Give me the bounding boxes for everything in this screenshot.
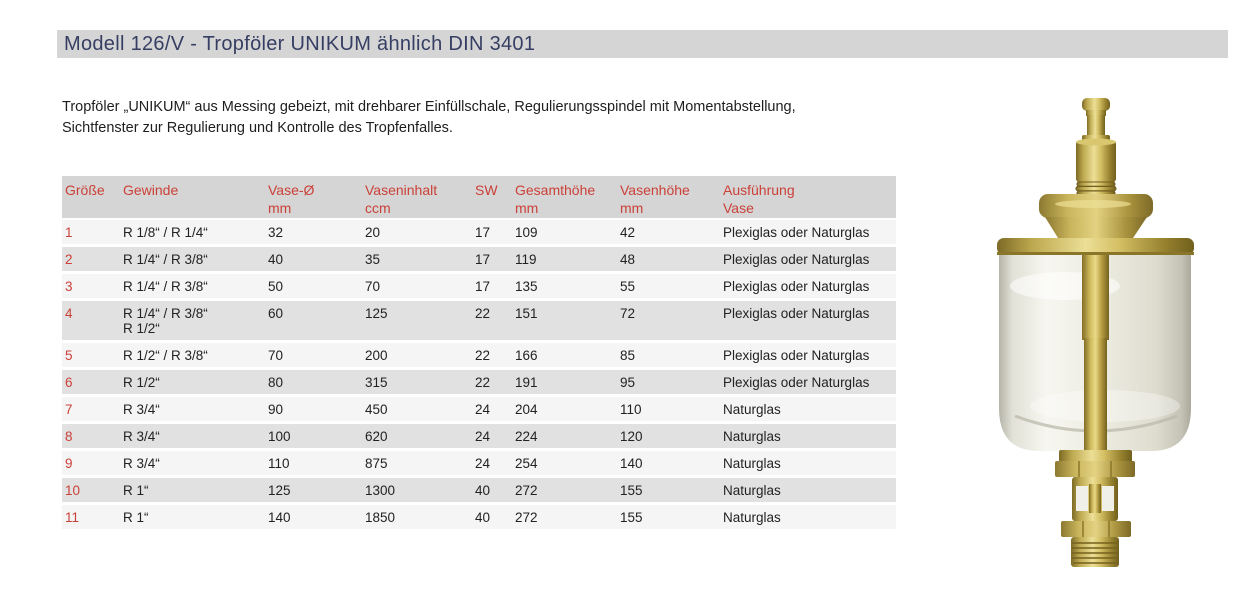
cell-vasenhoehe: 85: [620, 348, 636, 363]
cell-vase-d: 125: [268, 483, 291, 498]
table-row: [62, 478, 896, 502]
cell-groesse: 3: [65, 279, 73, 294]
cell-ausfuehrung: Plexiglas oder Naturglas: [723, 348, 870, 363]
cell-sw: 24: [475, 402, 491, 417]
cell-gesamthoehe: 272: [515, 483, 538, 498]
cell-ausfuehrung: Naturglas: [723, 402, 781, 417]
gewinde-line1: R 1/4“ / R 3/8“: [123, 252, 208, 267]
cell-vasenhoehe: 155: [620, 510, 643, 525]
cell-vasenhoehe: 55: [620, 279, 636, 294]
cell-vasenhoehe: 120: [620, 429, 643, 444]
product-photo: [955, 86, 1243, 586]
cell-vaseninhalt: 450: [365, 402, 388, 417]
col-header-groesse: Größe: [65, 182, 105, 198]
cell-groesse: 10: [65, 483, 81, 498]
cell-gesamthoehe: 204: [515, 402, 538, 417]
cell-vasenhoehe: 48: [620, 252, 636, 267]
cell-gewinde: [123, 483, 268, 498]
col-header-vasenhoehe: Vasenhöhe mm: [620, 182, 690, 216]
cell-vase-d: 80: [268, 375, 284, 390]
cell-vase-d: 110: [268, 456, 290, 471]
cell-vaseninhalt: 20: [365, 225, 381, 240]
cell-vaseninhalt: 315: [365, 375, 388, 390]
cell-sw: 24: [475, 429, 491, 444]
drip-oiler-illustration: [955, 86, 1243, 586]
cell-gesamthoehe: 166: [515, 348, 538, 363]
description-line-1: Tropföler „UNIKUM“ aus Messing gebeizt, mit drehbarer Einfüllschale, Regulierungsspindel mit Momentabstellung,: [62, 99, 796, 115]
gewinde-line1: R 1“: [123, 510, 149, 525]
cell-ausfuehrung: Plexiglas oder Naturglas: [723, 306, 870, 321]
table-row: [62, 370, 896, 394]
table-row: [62, 301, 896, 340]
cell-sw: 40: [475, 510, 491, 525]
gewinde-line2: R 1/2“: [123, 321, 160, 336]
col-header-ausfuehrung: Ausführung Vase: [723, 182, 795, 216]
cell-vaseninhalt: 620: [365, 429, 388, 444]
table-body: [62, 220, 896, 529]
gewinde-line1: R 1/4“ / R 3/8“: [123, 306, 208, 321]
cell-vase-d: 100: [268, 429, 291, 444]
description-line-2: Sichtfenster zur Regulierung und Kontrolle des Tropfenfalles.: [62, 120, 453, 136]
cell-vase-d: 60: [268, 306, 284, 321]
cell-gesamthoehe: 109: [515, 225, 538, 240]
cell-gesamthoehe: 254: [515, 456, 538, 471]
cell-vaseninhalt: 1300: [365, 483, 396, 498]
cell-gesamthoehe: 151: [515, 306, 538, 321]
cell-ausfuehrung: Naturglas: [723, 456, 781, 471]
gewinde-line1: R 1/8“ / R 1/4“: [123, 225, 208, 240]
cell-gesamthoehe: 135: [515, 279, 538, 294]
cell-vase-d: 32: [268, 225, 284, 240]
cell-vase-d: 90: [268, 402, 284, 417]
cell-sw: 22: [475, 348, 491, 363]
cell-gewinde: [123, 252, 268, 267]
col-header-gewinde: Gewinde: [123, 182, 179, 198]
cell-gewinde: [123, 402, 268, 417]
table-row: [62, 247, 896, 271]
table-row: [62, 220, 896, 244]
cell-ausfuehrung: Naturglas: [723, 429, 781, 444]
cell-groesse: 4: [65, 306, 73, 321]
cell-groesse: 6: [65, 375, 73, 390]
cell-vasenhoehe: 110: [620, 402, 642, 417]
product-description: [62, 97, 932, 139]
cell-vasenhoehe: 95: [620, 375, 636, 390]
cell-vaseninhalt: 35: [365, 252, 381, 267]
table-row: [62, 505, 896, 529]
cell-gewinde: [123, 429, 268, 444]
cell-ausfuehrung: Naturglas: [723, 483, 781, 498]
col-header-vaseninhalt: Vaseninhalt ccm: [365, 182, 438, 216]
gewinde-line1: R 3/4“: [123, 456, 160, 471]
cell-gewinde: [123, 510, 268, 525]
page-title: [57, 30, 1228, 58]
cell-gewinde: [123, 306, 268, 336]
cell-gewinde: [123, 375, 268, 390]
cell-gewinde: [123, 456, 268, 471]
cell-sw: 17: [475, 252, 491, 267]
cell-vase-d: 70: [268, 348, 284, 363]
gewinde-line1: R 1“: [123, 483, 149, 498]
cell-sw: 24: [475, 456, 491, 471]
col-header-gesamthoehe: Gesamthöhe mm: [515, 182, 596, 216]
table-row: [62, 274, 896, 298]
table-row: [62, 397, 896, 421]
cell-gesamthoehe: 224: [515, 429, 538, 444]
cell-vasenhoehe: 140: [620, 456, 643, 471]
cell-vaseninhalt: 70: [365, 279, 381, 294]
cell-groesse: 1: [65, 225, 73, 240]
cell-groesse: 2: [65, 252, 73, 267]
cell-vaseninhalt: 1850: [365, 510, 396, 525]
cell-ausfuehrung: Plexiglas oder Naturglas: [723, 279, 870, 294]
cell-groesse: 11: [65, 510, 80, 525]
cell-ausfuehrung: Naturglas: [723, 510, 781, 525]
cell-ausfuehrung: Plexiglas oder Naturglas: [723, 252, 870, 267]
cell-vase-d: 140: [268, 510, 291, 525]
cell-sw: 22: [475, 306, 491, 321]
cell-ausfuehrung: Plexiglas oder Naturglas: [723, 375, 870, 390]
spec-table: [62, 176, 896, 532]
cell-vasenhoehe: 72: [620, 306, 636, 321]
cell-vaseninhalt: 125: [365, 306, 388, 321]
table-header-row: [62, 176, 896, 218]
table-row: [62, 451, 896, 475]
cell-vaseninhalt: 200: [365, 348, 388, 363]
cell-sw: 17: [475, 279, 491, 294]
cell-groesse: 5: [65, 348, 73, 363]
cell-groesse: 9: [65, 456, 73, 471]
cell-gewinde: [123, 279, 268, 294]
cell-groesse: 7: [65, 402, 73, 417]
gewinde-line1: R 3/4“: [123, 429, 160, 444]
gewinde-line1: R 3/4“: [123, 402, 160, 417]
gewinde-line1: R 1/2“ / R 3/8“: [123, 348, 208, 363]
cell-groesse: 8: [65, 429, 73, 444]
gewinde-line1: R 1/2“: [123, 375, 160, 390]
cell-vaseninhalt: 875: [365, 456, 388, 471]
cell-gesamthoehe: 272: [515, 510, 538, 525]
cell-vasenhoehe: 155: [620, 483, 643, 498]
table-row: [62, 343, 896, 367]
col-header-sw: SW: [475, 182, 498, 198]
cell-vase-d: 40: [268, 252, 284, 267]
cell-gesamthoehe: 191: [515, 375, 538, 390]
col-header-vase-d: Vase-Ø mm: [268, 182, 315, 216]
page-title-text: Modell 126/V - Tropföler UNIKUM ähnlich DIN 3401: [64, 33, 536, 55]
cell-ausfuehrung: Plexiglas oder Naturglas: [723, 225, 870, 240]
cell-gesamthoehe: 119: [515, 252, 537, 267]
cell-vase-d: 50: [268, 279, 284, 294]
cell-sw: 22: [475, 375, 491, 390]
cell-gewinde: [123, 348, 268, 363]
cell-gewinde: [123, 225, 268, 240]
cell-sw: 40: [475, 483, 491, 498]
cell-vasenhoehe: 42: [620, 225, 636, 240]
table-row: [62, 424, 896, 448]
cell-sw: 17: [475, 225, 491, 240]
gewinde-line1: R 1/4“ / R 3/8“: [123, 279, 208, 294]
